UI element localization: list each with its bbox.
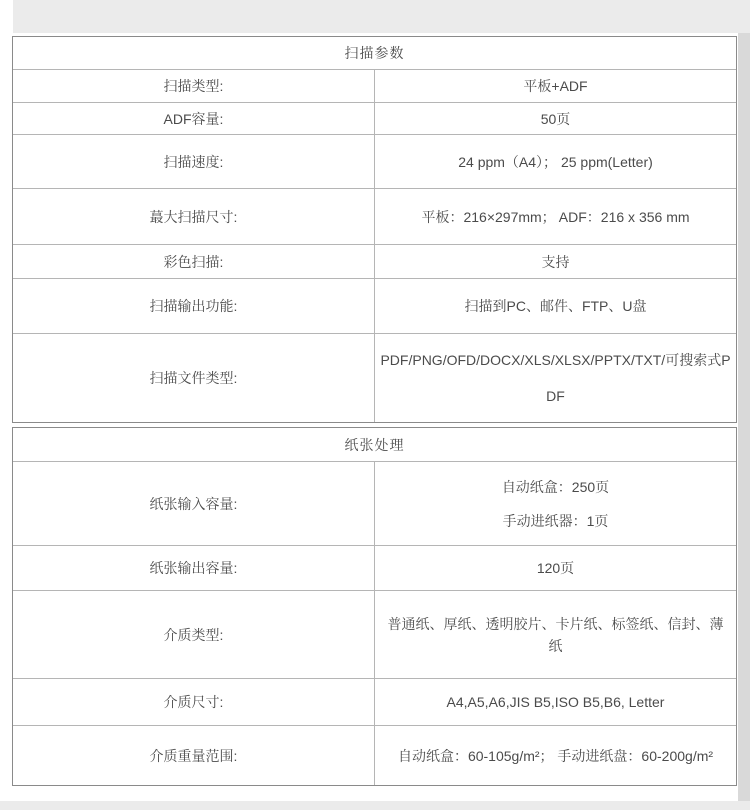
row-scan-speed <box>13 134 736 188</box>
row-scan-file-type-value: PDF/PNG/OFD/DOCX/XLS/XLSX/PPTX/TXT/可搜索式PDF <box>380 352 731 404</box>
row-paper-output-capacity-label: 纸张输出容量: <box>13 546 375 590</box>
row-media-type <box>13 590 736 678</box>
row-scan-speed-value: 24 ppm（A4）； 25 ppm(Letter) <box>458 153 653 170</box>
row-media-weight-range-value: 自动纸盒：60-105g/m²； 手动进纸盘：60-200g/m² <box>397 747 714 764</box>
row-media-size-label: 介质尺寸: <box>13 679 375 725</box>
row-scan-type-value: 平板+ADF <box>523 78 588 94</box>
row-paper-input-capacity <box>13 461 736 545</box>
row-media-weight-range <box>13 725 736 785</box>
row-max-scan-size <box>13 188 736 244</box>
row-scan-output-label: 扫描输出功能: <box>13 279 375 333</box>
bottom-background-band <box>0 801 750 810</box>
row-media-size <box>13 678 736 725</box>
row-scan-type-label: 扫描类型: <box>13 70 375 102</box>
row-scan-file-type <box>13 333 736 422</box>
row-adf-capacity-label: ADF容量: <box>13 103 375 134</box>
paper-input-line-manual-feeder: 手动进纸器：1页 <box>502 512 609 529</box>
row-paper-output-capacity <box>13 545 736 590</box>
row-media-type-value: 普通纸、厚纸、透明胶片、卡片纸、标签纸、信封、薄纸 <box>387 615 724 654</box>
spec-content <box>12 36 737 786</box>
row-scan-type <box>13 69 736 102</box>
row-media-size-value: A4,A5,A6,JIS B5,ISO B5,B6, Letter <box>446 694 665 710</box>
scan-params-table-title: 扫描参数 <box>344 45 405 61</box>
row-media-weight-range-label: 介质重量范围: <box>13 726 375 785</box>
row-color-scan-label: 彩色扫描: <box>13 245 375 278</box>
scan-params-table <box>12 36 737 423</box>
row-scan-output-value: 扫描到PC、邮件、FTP、U盘 <box>464 298 647 314</box>
paper-input-line-auto-tray: 自动纸盒：250页 <box>501 478 610 495</box>
row-color-scan-value: 支持 <box>541 253 570 270</box>
row-max-scan-size-value: 平板：216×297mm； ADF：216 x 356 mm <box>421 208 690 225</box>
row-scan-output <box>13 278 736 333</box>
paper-handling-table <box>12 427 737 786</box>
row-media-type-label: 介质类型: <box>13 591 375 678</box>
right-background-strip <box>738 33 750 802</box>
row-paper-input-capacity-label: 纸张输入容量: <box>13 462 375 545</box>
row-adf-capacity-value: 50页 <box>540 110 571 127</box>
row-scan-speed-label: 扫描速度: <box>13 135 375 188</box>
row-adf-capacity <box>13 102 736 134</box>
row-scan-file-type-label: 扫描文件类型: <box>13 334 375 422</box>
paper-handling-table-title: 纸张处理 <box>344 436 405 453</box>
top-background-band <box>13 0 750 33</box>
row-max-scan-size-label: 蕞大扫描尺寸: <box>13 189 375 244</box>
row-color-scan <box>13 244 736 278</box>
row-paper-input-capacity-value <box>375 462 736 545</box>
row-paper-output-capacity-value: 120页 <box>536 560 575 576</box>
